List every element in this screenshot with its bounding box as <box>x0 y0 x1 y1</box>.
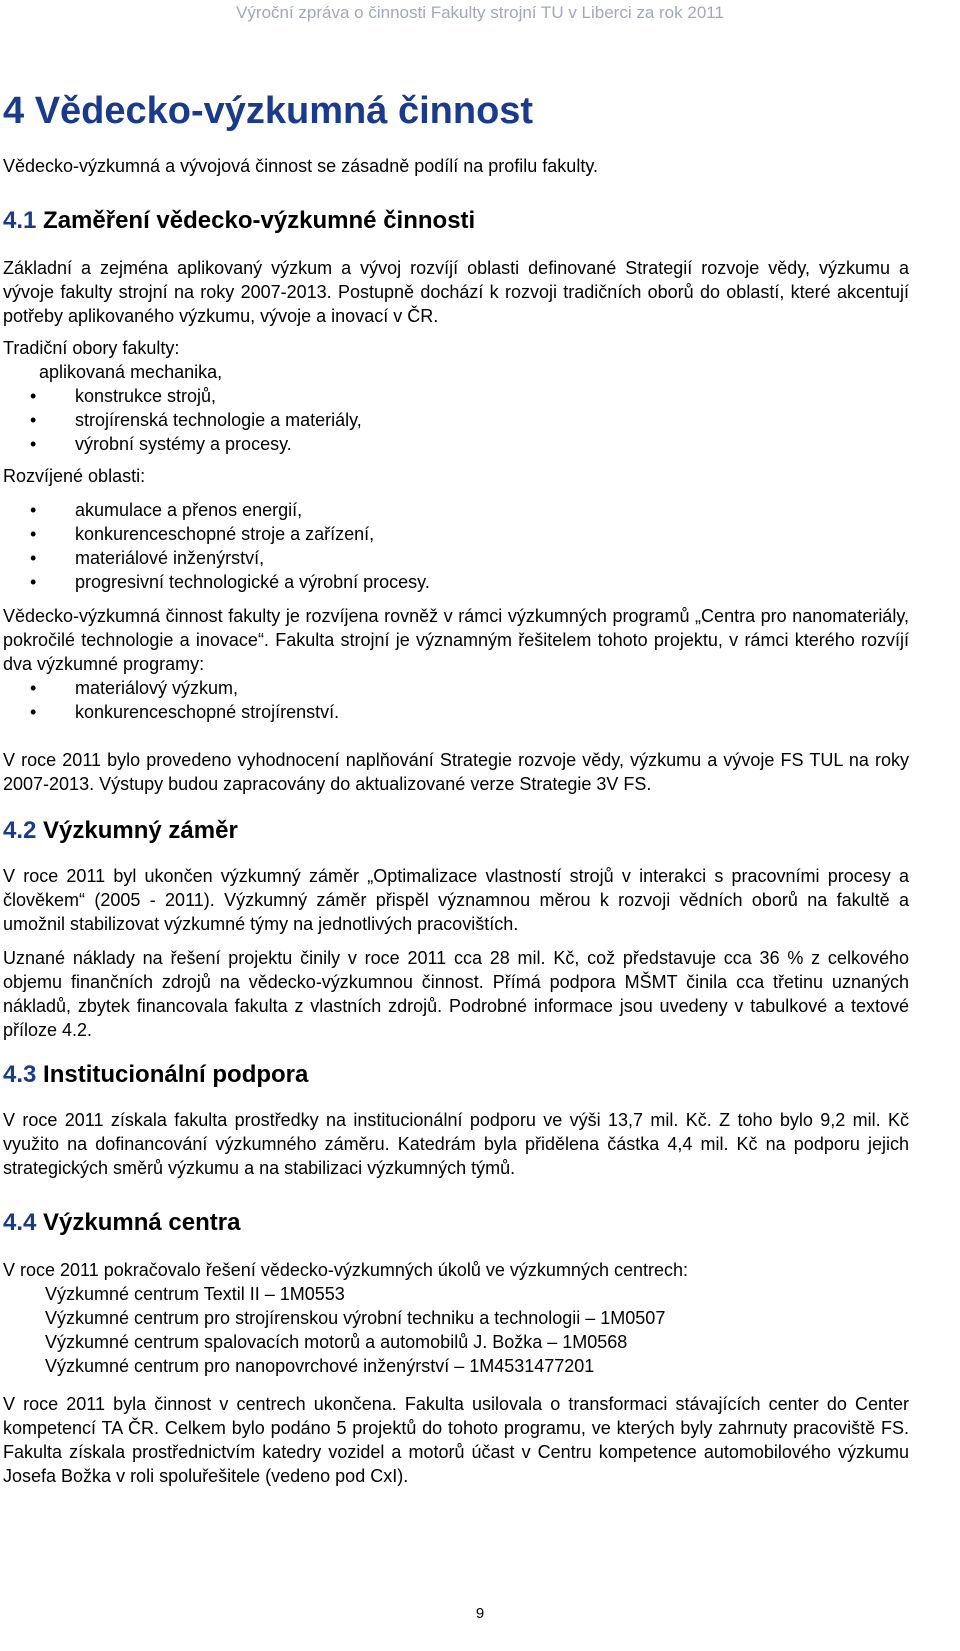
paragraph: Vědecko-výzkumná činnost fakulty je rozvíjena rovněž v rámci výzkumných programů „Centra pro nanomateriály, pokročilé technologie a inovace“. Fakulta strojní je významným řešitelem tohoto projektu, v rámci kterého rozvíjí dva výzkumné programy: <box>3 606 909 674</box>
page-content <box>3 88 909 1488</box>
section-title: Institucionální podpora <box>43 1061 309 1088</box>
list-item: • konkurenceschopné strojírenství. <box>3 700 909 724</box>
section-title: Výzkumná centra <box>43 1209 241 1236</box>
page-number: 9 <box>475 1605 485 1622</box>
center-item: Výzkumné centrum spalovacích motorů a automobilů J. Božka – 1M0568 <box>45 1332 628 1352</box>
traditional-first-item: aplikovaná mechanika, <box>39 362 223 382</box>
program-list <box>3 676 909 724</box>
paragraph: V roce 2011 bylo provedeno vyhodnocení naplňování Strategie rozvoje vědy, výzkumu a vývoje FS TUL na roky 2007-2013. Výstupy budou zapracovány do aktualizované verze Strategie 3V FS. <box>3 750 909 794</box>
center-item: Výzkumné centrum pro strojírenskou výrobní techniku a technologii – 1M0507 <box>45 1308 666 1328</box>
section-number: 4.2 <box>3 817 37 844</box>
section-4-4-heading <box>3 1208 909 1238</box>
traditional-list <box>3 384 909 456</box>
developing-list <box>3 498 909 594</box>
paragraph: V roce 2011 získala fakulta prostředky na institucionální podporu ve výši 13,7 mil. Kč. Z toho bylo 9,2 mil. Kč využito na dofinancování výzkumného záměru. Katedrám byla přidělena částka 4,4 mil. Kč na podporu jejich strategických směrů výzkumu a na stabilizaci výzkumných týmů. <box>3 1110 909 1178</box>
list-item: • strojírenská technologie a materiály, <box>3 408 909 432</box>
paragraph: Uznané náklady na řešení projektu činily v roce 2011 cca 28 mil. Kč, což představuje cca 36 % z celkového objemu finančních zdrojů na vědecko-výzkumnou činnost. Přímá podpora MŠMT činila cca třetinu uznaných nákladů, zbytek financovala fakulta z vlastních zdrojů. Podrobné informace jsou uvedeny v tabulkové a textové příloze 4.2. <box>3 948 909 1040</box>
list-item: • konstrukce strojů, <box>3 384 909 408</box>
center-item: Výzkumné centrum Textil II – 1M0553 <box>45 1284 345 1304</box>
chapter-intro: Vědecko-výzkumná a vývojová činnost se zásadně podílí na profilu fakulty. <box>3 156 598 176</box>
paragraph: V roce 2011 pokračovalo řešení vědecko-výzkumných úkolů ve výzkumných centrech: <box>3 1260 688 1280</box>
section-title: Zaměření vědecko-výzkumné činnosti <box>43 207 476 234</box>
section-4-1-heading <box>3 206 909 236</box>
paragraph: V roce 2011 byl ukončen výzkumný záměr „Optimalizace vlastností strojů v interakci s pracovními procesy a člověkem“ (2005 - 2011). Výzkumný záměr přispěl významnou měrou k rozvoji vědních oborů na fakultě a umožnil stabilizovat výzkumné týmy na jednotlivých pracovištích. <box>3 866 909 934</box>
list-item: • materiálový výzkum, <box>3 676 909 700</box>
list-item: • akumulace a přenos energií, <box>3 498 909 522</box>
section-number: 4.3 <box>3 1061 37 1088</box>
paragraph: Základní a zejména aplikovaný výzkum a vývoj rozvíjí oblasti definované Strategií rozvoje vědy, výzkumu a vývoje fakulty strojní na roky 2007-2013. Postupně dochází k rozvoji tradičních oborů do oblastí, které akcentují potřeby aplikovaného výzkumu, vývoje a inovací v ČR. <box>3 258 909 326</box>
traditional-label: Tradiční obory fakulty: <box>3 338 180 358</box>
section-number: 4.1 <box>3 207 37 234</box>
section-number: 4.4 <box>3 1209 37 1236</box>
center-item: Výzkumné centrum pro nanopovrchové inženýrství – 1M4531477201 <box>45 1356 595 1376</box>
developing-label: Rozvíjené oblasti: <box>3 466 146 486</box>
list-item: • materiálové inženýrství, <box>3 546 909 570</box>
running-header: Výroční zpráva o činnosti Fakulty strojní TU v Liberci za rok 2011 <box>236 3 724 22</box>
paragraph: V roce 2011 byla činnost v centrech ukončena. Fakulta usilovala o transformaci stávajících center do Center kompetencí TA ČR. Celkem bylo podáno 5 projektů do tohoto programu, ve kterých byly zahrnuty pracoviště FS. Fakulta získala prostřednictvím katedry vozidel a motorů účast v Centru kompetence automobilového výzkumu Josefa Božka v roli spoluřešitele (vedeno pod CxI). <box>3 1394 909 1486</box>
chapter-title: 4 Vědecko-výzkumná činnost <box>3 90 534 132</box>
list-item: • progresivní technologické a výrobní procesy. <box>3 570 909 594</box>
section-title: Výzkumný záměr <box>43 817 238 844</box>
section-4-2-heading <box>3 816 909 846</box>
list-item: • výrobní systémy a procesy. <box>3 432 909 456</box>
section-4-3-heading <box>3 1060 909 1090</box>
list-item: • konkurenceschopné stroje a zařízení, <box>3 522 909 546</box>
